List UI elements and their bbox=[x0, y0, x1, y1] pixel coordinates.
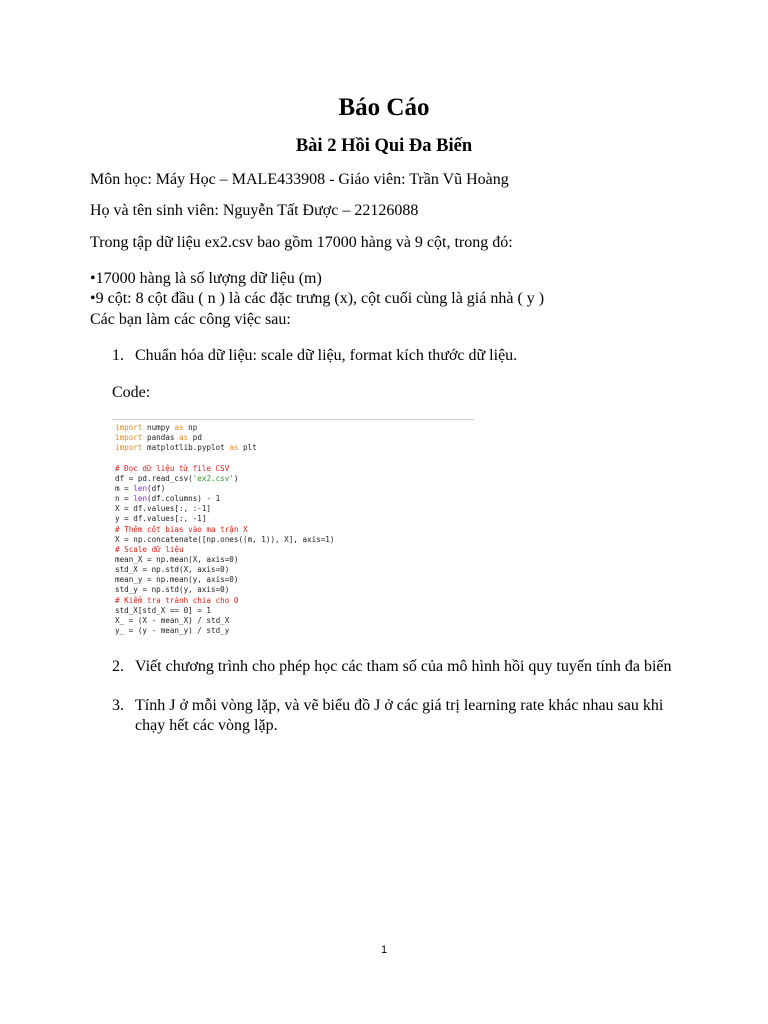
course-info: Môn học: Máy Học – MALE433908 - Giáo viên: Trần Vũ Hoàng bbox=[90, 171, 509, 188]
code-token: # Thêm cột bias vào ma trận X bbox=[115, 524, 248, 534]
code-token: numpy bbox=[142, 423, 175, 432]
code-token: ) bbox=[233, 473, 239, 483]
code-line bbox=[115, 585, 229, 595]
code-token: len bbox=[133, 483, 148, 493]
code-line bbox=[115, 575, 238, 585]
code-token: std_X = np.std(X, axis=0) bbox=[115, 565, 230, 575]
code-line bbox=[115, 596, 238, 606]
code-token: pd bbox=[188, 433, 202, 443]
code-label-text: Code: bbox=[112, 384, 151, 401]
code-line bbox=[115, 433, 202, 443]
tasks-intro: Các bạn làm các công việc sau: bbox=[90, 311, 291, 328]
code-token: as bbox=[174, 423, 184, 432]
task-text: Viết chương trình cho phép học các tham số của mô hình hồi quy tuyến tính đa biến bbox=[135, 658, 672, 675]
code-line bbox=[115, 494, 220, 504]
code-token: pandas bbox=[142, 433, 180, 443]
code-token: import bbox=[115, 433, 143, 443]
task-number: 3. bbox=[112, 697, 124, 714]
code-token: # Kiểm tra tránh chia cho 0 bbox=[115, 595, 239, 605]
task-text: Chuẩn hóa dữ liệu: scale dữ liệu, format kích thước dữ liệu. bbox=[135, 347, 518, 364]
bullet-rows: •17000 hàng là số lượng dữ liệu (m) bbox=[90, 270, 322, 287]
code-token: std_y = np.std(y, axis=0) bbox=[115, 585, 230, 595]
code-token: np bbox=[183, 423, 198, 432]
code-token: y = df.values[:, -1] bbox=[115, 514, 207, 524]
code-line bbox=[115, 535, 334, 545]
code-line bbox=[115, 525, 248, 535]
code-line bbox=[115, 545, 184, 555]
code-line bbox=[115, 555, 238, 565]
code-line bbox=[115, 616, 229, 626]
code-line bbox=[115, 484, 165, 494]
code-line bbox=[115, 504, 211, 514]
task-number: 1. bbox=[112, 347, 124, 364]
code-line bbox=[115, 565, 229, 575]
code-line bbox=[115, 474, 238, 484]
code-token: (df.columns) - 1 bbox=[147, 494, 221, 504]
bullet-columns: •9 cột: 8 cột đầu ( n ) là các đặc trưng (x), cột cuối cùng là giá nhà ( y ) bbox=[90, 290, 545, 307]
code-token: X_ = (X - mean_X) / std_X bbox=[115, 615, 230, 625]
code-token: X = np.concatenate([np.ones((m, 1)), X], axis=1) bbox=[115, 534, 335, 544]
task-text: Tính J ở mỗi vòng lặp, và vẽ biểu đồ J ở các giá trị learning rate khác nhau sau khi chạy hết các vòng lặp. bbox=[135, 697, 664, 734]
code-token: mean_y = np.mean(y, axis=0) bbox=[115, 575, 239, 585]
code-token: std_X[std_X == 0] = 1 bbox=[115, 605, 212, 615]
code-token: import bbox=[115, 443, 143, 453]
code-token: import bbox=[115, 423, 143, 432]
code-line bbox=[115, 443, 257, 453]
code-token: y_ = (y - mean_y) / std_y bbox=[115, 626, 230, 635]
code-token: as bbox=[179, 433, 189, 443]
code-token: matplotlib.pyplot bbox=[142, 443, 230, 453]
code-line bbox=[115, 423, 197, 433]
code-token: mean_X = np.mean(X, axis=0) bbox=[115, 554, 239, 564]
code-line bbox=[115, 606, 211, 616]
code-token: 'ex2.csv' bbox=[192, 473, 234, 483]
code-line bbox=[115, 514, 206, 524]
document-title: Báo Cáo bbox=[338, 94, 430, 121]
student-info: Họ và tên sinh viên: Nguyễn Tất Được – 22126088 bbox=[90, 202, 419, 219]
code-token: len bbox=[133, 494, 148, 504]
code-token: n = bbox=[115, 494, 134, 504]
dataset-description: Trong tập dữ liệu ex2.csv bao gồm 17000 hàng và 9 cột, trong đó: bbox=[90, 234, 513, 251]
code-token: (df) bbox=[147, 483, 166, 493]
document-subtitle: Bài 2 Hồi Qui Đa Biến bbox=[295, 136, 473, 156]
code-line bbox=[115, 464, 229, 474]
code-token: # Scale dữ liệu bbox=[115, 544, 184, 554]
code-token: # Đọc dữ liệu từ file CSV bbox=[115, 463, 230, 473]
code-token: m = bbox=[115, 483, 134, 493]
task-number: 2. bbox=[112, 658, 124, 675]
code-token: X = df.values[:, :-1] bbox=[115, 504, 212, 514]
code-token: as bbox=[229, 443, 239, 453]
code-token: plt bbox=[238, 443, 257, 453]
code-screenshot bbox=[112, 419, 474, 638]
code-line bbox=[115, 626, 229, 636]
page-number: 1 bbox=[380, 944, 388, 956]
code-token: df = pd.read_csv( bbox=[115, 473, 193, 483]
